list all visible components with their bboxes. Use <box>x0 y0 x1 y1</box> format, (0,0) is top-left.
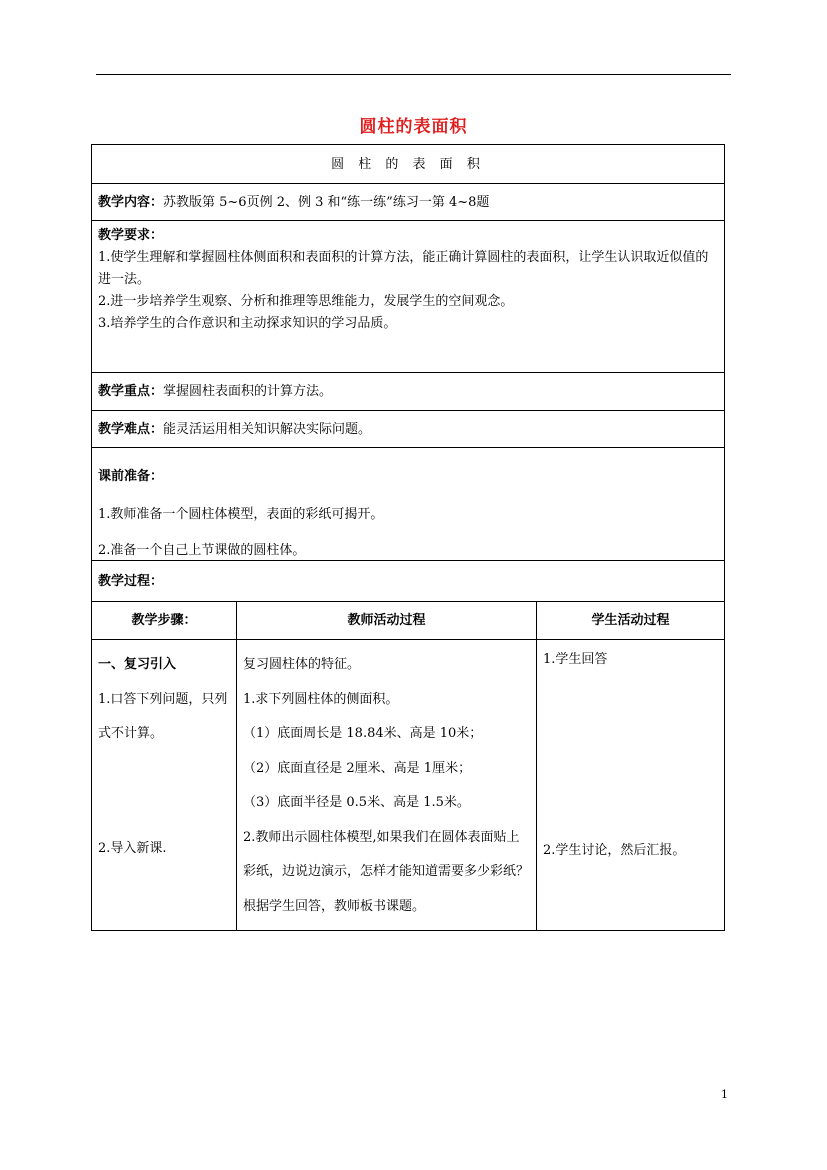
content-text: 苏教版第 5~6页例 2、例 3 和“练一练”练习一第 4~8题 <box>163 195 490 210</box>
column-header-student: 学生活动过程 <box>591 613 670 628</box>
teacher-cell <box>237 640 537 930</box>
content-label: 教学内容： <box>98 195 164 210</box>
header-rule <box>96 74 731 75</box>
teacher-line: 复习圆柱体的特征。 <box>243 657 361 672</box>
difficulty-label: 教学难点： <box>98 422 164 437</box>
process-label: 教学过程： <box>98 574 164 589</box>
requirement-item-2: 2.进一步培养学生观察、分析和推理等思维能力，发展学生的空间观念。 <box>98 294 514 309</box>
content-row <box>92 184 724 221</box>
difficulty-text: 能灵活运用相关知识解决实际问题。 <box>163 422 372 437</box>
difficulty-row <box>92 411 724 448</box>
process-table-body <box>92 640 724 930</box>
student-cell <box>537 640 724 930</box>
document-title: 圆柱的表面积 <box>359 117 468 137</box>
preparation-row <box>92 448 724 561</box>
page-number: 1 <box>721 1088 728 1101</box>
table-title: 圆 柱 的 表 面 积 <box>92 145 724 184</box>
requirements-row <box>92 221 724 373</box>
student-line-1: 1.学生回答 <box>543 652 608 667</box>
column-header-steps: 教学步骤： <box>92 602 237 639</box>
step-heading: 一、复习引入 <box>98 657 177 672</box>
student-line-2: 2.学生讨论，然后汇报。 <box>543 843 686 858</box>
teacher-line: 1.求下列圆柱体的侧面积。 <box>243 691 399 707</box>
step-1: 1.口答下列问题，只列式不计算。 <box>98 691 228 741</box>
step-2: 2.导入新课. <box>98 840 167 856</box>
preparation-label: 课前准备： <box>98 469 164 484</box>
process-table-header <box>92 602 724 640</box>
teacher-line: （1）底面周长是 18.84米、高是 10米； <box>243 726 483 741</box>
key-point-row <box>92 373 724 411</box>
requirements-label: 教学要求： <box>98 228 164 243</box>
requirement-item-1: 1.使学生理解和掌握圆柱体侧面积和表面积的计算方法，能正确计算圆柱的表面积，让学生认识取近似值的进一法。 <box>98 250 709 287</box>
key-point-label: 教学重点： <box>98 384 164 399</box>
teacher-line: 2.教师出示圆柱体模型,如果我们在圆体表面贴上彩纸，边说边演示，怎样才能知道需要多少彩纸？根据学生回答，教师板书课题。 <box>243 829 530 914</box>
lesson-plan-table <box>91 144 725 931</box>
preparation-item-1: 1.教师准备一个圆柱体模型，表面的彩纸可揭开。 <box>98 507 384 522</box>
steps-cell <box>92 640 237 930</box>
preparation-item-2: 2.准备一个自己上节课做的圆柱体。 <box>98 543 306 558</box>
requirement-item-3: 3.培养学生的合作意识和主动探求知识的学习品质。 <box>98 316 397 331</box>
key-point-text: 掌握圆柱表面积的计算方法。 <box>163 384 333 399</box>
teacher-line: （2）底面直径是 2厘米、高是 1厘米； <box>243 760 472 776</box>
column-header-teacher: 教师活动过程 <box>237 602 537 639</box>
process-row <box>92 561 724 602</box>
teacher-line: （3）底面半径是 0.5米、高是 1.5米。 <box>243 795 470 810</box>
